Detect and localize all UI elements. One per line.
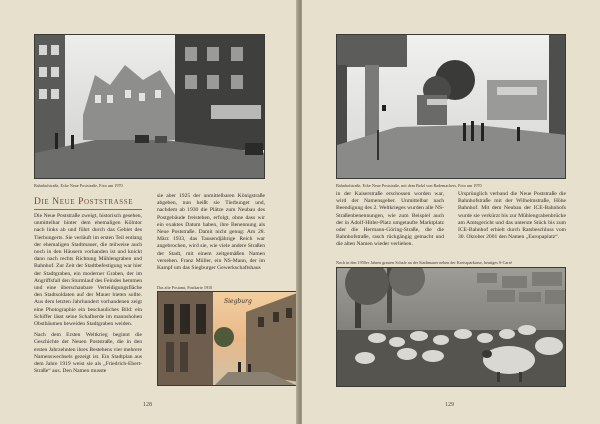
left-photo-mid-caption: Das alte Postamt, Postkarte 1910 bbox=[157, 285, 213, 290]
right-photo-top-caption: Bahnhofstraße, Ecke Neue Poststraße, mit dem Bolzl von Rademachers, Foto um 1970 bbox=[336, 183, 482, 188]
left-column-2 bbox=[157, 193, 265, 285]
street-photo-left bbox=[34, 34, 265, 179]
street-photo-right bbox=[336, 34, 566, 179]
section-heading: Die Neue Poststrasse bbox=[34, 197, 134, 207]
right-col2-paragraph: Ursprünglich verband die Neue Poststraße die Bahnhofstraße mit der Wilhelmstraße, Höhe Bahnhof. Mit dem Neubau der ICE-Bahnhofs wurde sie verkürzt bis zur Mühlengrabenbrücke am Amtsgericht und das unterste Stück bis zum ICE-Bahnhof erhielt durch Ratsbeschluss vom 30. Oktober 2001 den Namen „Europaplatz“. bbox=[458, 191, 566, 241]
street-photo-left-image bbox=[35, 35, 265, 179]
left-col2-paragraph: sie aber 1925 der unmittelbaren Königstraße abgeben, nun heißt sie Tierbunget und, nachdem ab 1930 die Plätze zum Neubau des Postgebäude freistehen, erfolgt, ohne dass wir ein exaktes Datum haben, ihre Benennung als Neue Poststraße. Damit nicht genug: Am 28. März 1933, das Tausendjährige Reich war angebrochen, wird sie, wie viele andere Straßen der Stadt, mit einem zeitgemäßen Namen versehen. Franz Müller, ein NS-Mann, der im Kampf um das Siegburger Gewerkschaftshaus bbox=[157, 193, 265, 272]
page-number-left: 128 bbox=[143, 402, 152, 408]
left-col1-paragraph-2: Nach dem Ersten Weltkrieg beginnt die Geschichte der Neuen Poststraße, die in den ersten Jahrzehnten ihres Bestehens vier mehrere Namenswechsels gezeigt ist. Ein Stadtplan aus dem Jahre 1919 weist sie als „Friedrich-Ebert-Straße“ aus. Den Namen musste bbox=[34, 332, 142, 375]
right-col1-paragraph: in der Kaiserstraße erschossen worden war, wird der Namensgeber. Unmittelbar nach Beendigung des 2. Weltkrieges wurden alle NS-Straßenbenennungen, wie zum Beispiel auch der in Adolf-Hitler-Platz umgetaufte Marktplatz oder die Hermann-Göring-Straße, die die Bahnhofstraße, rasch rückgängig gemacht und die alten Namen wieder verliehen. bbox=[336, 191, 444, 248]
heading-rule bbox=[34, 209, 142, 210]
right-column-1 bbox=[336, 191, 444, 258]
street-photo-right-image bbox=[337, 35, 566, 179]
left-photo-top-caption: Bahnhofstraße, Ecke Neue Poststraße, Foto um 1970 bbox=[34, 183, 123, 188]
postcard-label: Siegburg bbox=[224, 298, 252, 305]
left-page bbox=[0, 0, 298, 424]
right-page bbox=[302, 0, 600, 424]
right-column-2 bbox=[458, 191, 566, 258]
page-number-right: 129 bbox=[445, 402, 454, 408]
postcard-photo bbox=[157, 291, 298, 386]
postcard-image bbox=[158, 292, 298, 386]
right-photo-bottom-caption: Noch in den 1950er Jahren grasten Schafe an der Stadtmauer neben der Kreissparkasse, heutiges S-Carré bbox=[336, 260, 512, 265]
left-col1-paragraph-1: Die Neue Poststraße zweigt, historisch gesehen, unmittelbar hinter dem ehemaligen Kölntor nach links ab und führt durch das Gebiet des Tierbungerts. Sie verläuft im ersten Teil entlang der ehemaligen Stadtmauer, die teilweise auch noch in den Häusern vorhanden ist und knickt dann nach rechts Richtung Mühlengraben und Bahnhof. Zur Zeit der Stadtbefestigung war hier der Stadtgraben, ein moderner Graben, der im Angriffsfall den Sturmlauf des Feindes hemmen und eine überschaubare Verteidigungsfläche den Stadtsoldaten auf der Mauer bieten sollte. Aus dem letzten Jahrhundert vorhandenen zeigt eine Photographie ein beschauliches Bild: ein Schiffer lässt seine Schafherde im mannshohen Obstbäumen beweiden Stadtgraben weiden. bbox=[34, 213, 142, 328]
sheep-photo bbox=[336, 267, 566, 387]
sheep-photo-image bbox=[337, 268, 566, 387]
left-column-1 bbox=[34, 213, 142, 398]
